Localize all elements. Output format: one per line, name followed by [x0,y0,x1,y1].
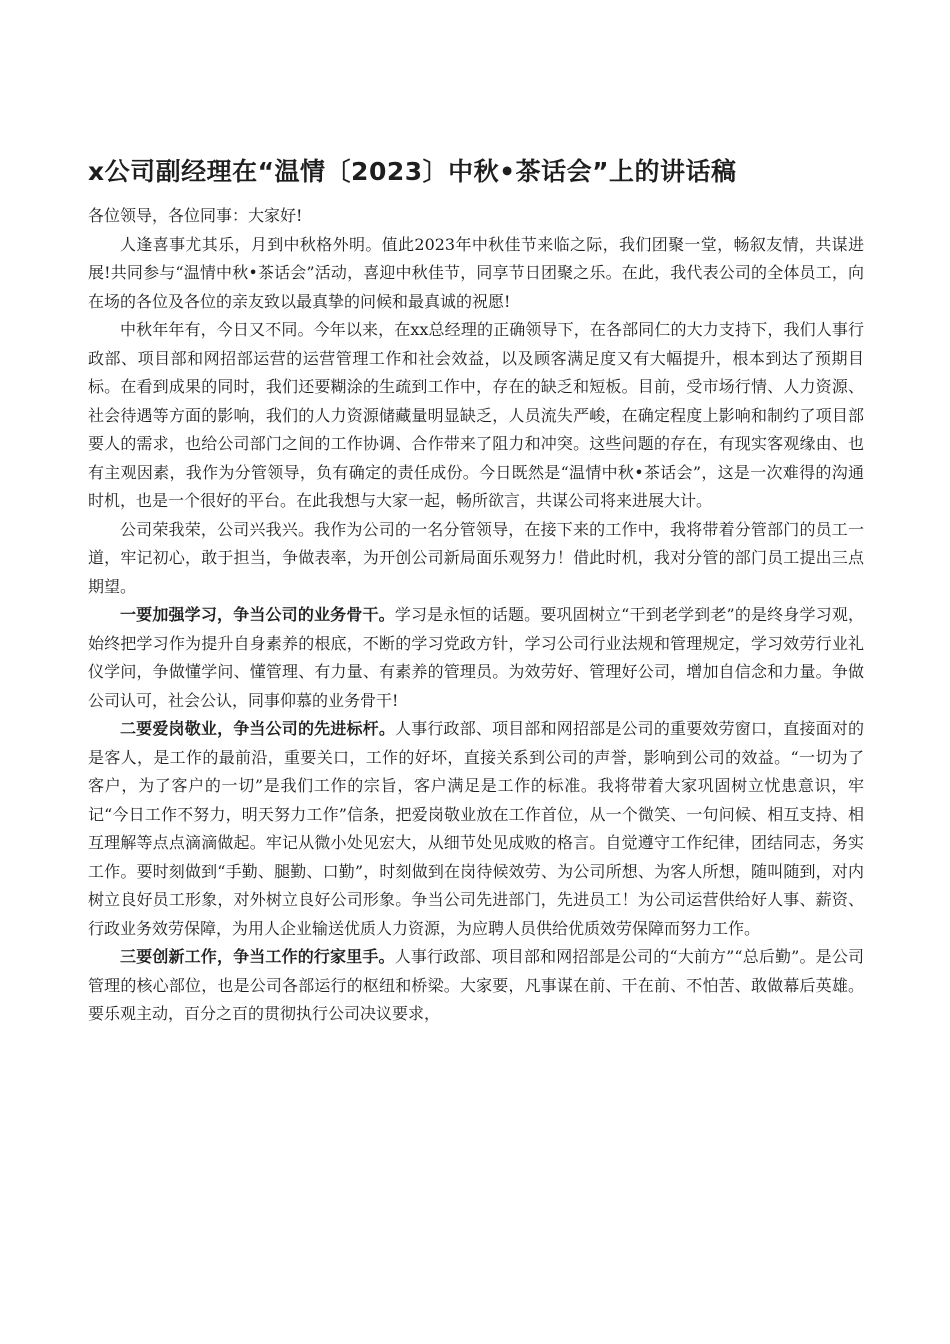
paragraph-commitment [88,516,864,602]
paragraph-text: 人事行政部、项目部和网招部是公司的“大前方”“总后勤”。是公司管理的核心部位，也是公司各部运行的枢纽和桥梁。大家要，凡事谋在前、干在前、不怕苦、敢做幕后英雄。要乐观主动，百分之百的贯彻执行公司决议要求， [88,947,864,1023]
paragraph-text: 中秋年年有，今日又不同。今年以来，在xx总经理的正确领导下，在各部同仁的大力支持下，我们人事行政部、项目部和网招部运营的运营管理工作和社会效益，以及顾客满足度又有大幅提升，根本到达了预期目标。在看到成果的同时，我们还要糊涂的生疏到工作中，存在的缺乏和短板。目前，受市场行情、人力资源、社会待遇等方面的影响，我们的人力资源储藏量明显缺乏，人员流失严峻，在确定程度上影响和制约了项目部要人的需求，也给公司部门之间的工作协调、合作带来了阻力和冲突。这些问题的存在，有现实客观缘由、也有主观因素，我作为分管领导，负有确定的责任成份。今日既然是“温情中秋•茶话会”，这是一次难得的沟通时机，也是一个很好的平台。在此我想与大家一起，畅所欲言，共谋公司将来进展大计。 [88,320,864,510]
document-title: x公司副经理在“温情〔2023〕中秋•茶话会”上的讲话稿 [88,157,737,186]
paragraph-text: 学习是永恒的话题。要巩固树立“干到老学到老”的是终身学习观，始终把学习作为提升自身素养的根底，不断的学习党政方针，学习公司行业法规和管理规定，学习效劳行业礼仪学问，争做懂学问、懂管理、有力量、有素养的管理员。为效劳好、管理好公司，增加自信念和力量。争做公司认可，社会公认，同事仰慕的业务骨干! [88,605,864,710]
paragraph-lead: 二要爱岗敬业，争当公司的先进标杆。 [120,719,396,738]
paragraph-text: 人逢喜事尤其乐，月到中秋格外明。值此2023年中秋佳节来临之际，我们团聚一堂，畅叙友情，共谋进展!共同参与“温情中秋•茶话会”活动，喜迎中秋佳节，同享节日团聚之乐。在此，我代表公司的全体员工，向在场的各位及各位的亲友致以最真挚的问候和最真诚的祝愿! [88,234,864,311]
paragraph-point-one [88,601,864,715]
paragraph-lead: 三要创新工作，争当工作的行家里手。 [120,947,395,966]
paragraph-text: 人事行政部、项目部和网招部是公司的重要效劳窗口，直接面对的是客人，是工作的最前沿，重要关口，工作的好坏，直接关系到公司的声誉，影响到公司的效益。“一切为了客户，为了客户的一切”是我们工作的宗旨，客户满足是工作的标准。我将带着大家巩固树立忧患意识，牢记“今日工作不努力，明天努力工作”信条，把爱岗敬业放在工作首位，从一个微笑、一句问候、相互支持、相互理解等点点滴滴做起。牢记从微小处见宏大，从细节处见成败的格言。自觉遵守工作纪律，团结同志，务实工作。要时刻做到“手勤、腿勤、口勤”，时刻做到在岗待候效劳、为公司所想、为客人所想，随叫随到，对内树立良好员工形象，对外树立良好公司形象。争当公司先进部门，先进员工！为公司运营供给好人事、薪资、行政业务效劳保障，为用人企业输送优质人力资源，为应聘人员供给优质效劳保障而努力工作。 [88,719,864,938]
greeting: 各位领导，各位同事：大家好! [88,206,303,225]
document-page [88,150,864,1029]
paragraph-point-two [88,715,864,943]
paragraph-text: 公司荣我荣，公司兴我兴。我作为公司的一名分管领导，在接下来的工作中，我将带着分管部门的员工一道，牢记初心，敢于担当，争做表率，为开创公司新局面乐观努力！借此时机，我对分管的部门员工提出三点期望。 [88,519,864,596]
paragraph-opening [88,231,864,317]
paragraph-point-three [88,943,864,1029]
paragraph-review [88,316,864,516]
paragraph-lead: 一要加强学习，争当公司的业务骨干。 [120,605,395,624]
